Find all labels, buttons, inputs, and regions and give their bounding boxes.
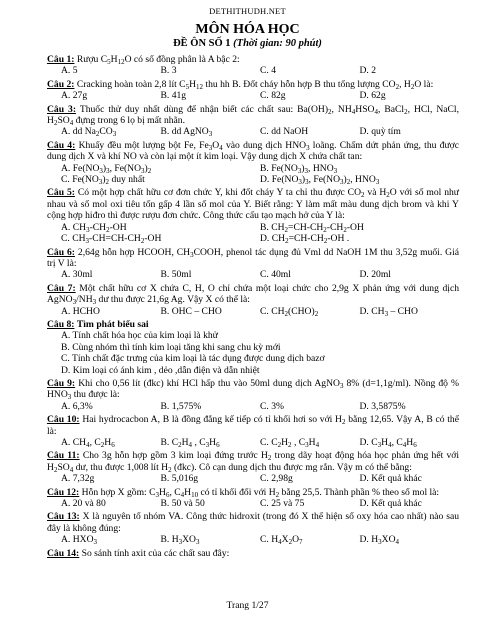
option-b: B. $Fe(NO_3)_3$, $HNO_3$ xyxy=(260,162,338,175)
option-c: C. $Fe(NO_3)_2$ duy nhất xyxy=(61,174,145,187)
question-number: Câu 5: xyxy=(47,187,75,199)
option-a: A. dd $Na_2CO_3$ xyxy=(61,126,117,139)
question-13 xyxy=(47,511,459,545)
option-c: C. 3% xyxy=(260,400,284,412)
question-text: Cracking hoàn toàn 2,8 lít $C_5H_{12}$ thu hh B. Đốt cháy hỗn hợp B thu tổng lượng $CO_2$, $H_2O$ là: xyxy=(76,78,434,91)
question-3 xyxy=(47,104,459,138)
option-c: C. dd NaOH xyxy=(260,126,309,138)
option-a: A. $CH_3-CH_2-OH$ xyxy=(61,221,127,234)
option-a: A. $CH_4$, $C_2H_6$ xyxy=(61,437,115,449)
site-name: DETHITHUDH.NET xyxy=(209,6,286,16)
question-number: Câu 13: xyxy=(47,511,80,523)
question-number: Câu 4: xyxy=(47,139,76,151)
option-d: D. $CH_2=CH-CH_2-OH$ . xyxy=(260,233,350,246)
question-number: Câu 3: xyxy=(47,103,77,115)
option-d: D. $CH_3$ – CHO xyxy=(359,305,418,318)
option-c: C. $H_4X_2O_7$ xyxy=(260,534,303,547)
question-number: Câu 14: xyxy=(47,547,80,559)
question-text: Hai hydrocacbon A, B là đồng đẳng kế tiếp có tỉ khối hơi so với $H_2$ bằng 12,65. Vậy A, B có thể là: xyxy=(47,414,459,437)
question-number: Câu 10: xyxy=(47,414,80,426)
option-a: A. HCHO xyxy=(61,305,100,317)
question-text: X là nguyên tố nhóm VA. Công thức hidroxit (trong đó X thể hiện số oxy hóa cao nhất) nào sau đây là không đúng: xyxy=(47,511,459,534)
option-b: B. 41g xyxy=(160,90,187,102)
option-a: A. 20 và 80 xyxy=(61,498,106,510)
option-b: B. Cùng nhóm thì tính kim loại tăng khi sang chu kỳ mới xyxy=(61,341,281,353)
question-text: Hỗn hợp X gồm: $C_3H_6$, $C_4H_{10}$ có tỉ khối đối với $H_2$ bằng 25,5. Thành phần % theo số mol là: xyxy=(81,486,440,499)
option-d: D. 3,5875% xyxy=(359,400,406,412)
page-title: MÔN HÓA HỌC xyxy=(195,22,300,37)
option-d: D. 62g xyxy=(359,90,386,102)
question-9 xyxy=(47,378,459,412)
question-number: Câu 8: xyxy=(47,318,75,330)
option-c: C. 40ml xyxy=(260,269,291,281)
question-7 xyxy=(47,283,459,317)
question-number: Câu 9: xyxy=(47,377,76,389)
question-number: Câu 6: xyxy=(47,246,75,258)
question-5 xyxy=(47,187,459,244)
option-d: D. Kết quả khác xyxy=(359,473,422,485)
question-12 xyxy=(47,487,459,510)
option-c: C. 4 xyxy=(260,65,276,77)
exam-subtitle xyxy=(0,38,495,50)
question-number: Câu 12: xyxy=(47,486,80,498)
option-d: D. $C_3H_4$, $C_4H_6$ xyxy=(359,437,417,449)
question-text: Cho 3g hỗn hợp gồm 3 kim loại đứng trước $H_2$ trong dãy hoạt động hóa học phản ứng hết với $H_2SO_4$ dư, thu được 1,008 lít $H_2$ (đkc). Cô cạn dung dịch thu được mg rắn. Vậy m có thể bằng: xyxy=(47,450,460,474)
question-number: Câu 2: xyxy=(47,78,75,90)
question-1 xyxy=(47,54,459,77)
option-b: B. $C_2H_4$ , $C_3H_6$ xyxy=(160,437,220,449)
option-b: B. 3 xyxy=(160,65,177,77)
question-text: 2,64g hỗn hợp HCOOH, $CH_3COOH$, phenol tác dụng đủ Vml dd NaOH 1M thu 3,52g muối. Giá trị V là: xyxy=(47,246,460,269)
option-d: D. Kết quả khác xyxy=(359,498,422,510)
question-number: Câu 7: xyxy=(47,282,76,294)
question-text: Thuốc thử duy nhất dùng để nhận biết các chất sau: $Ba(OH)_2$, $NH_4HSO_4$, BaCl$_2$, HCl, NaCl, $H_2SO_4$ đựng trong 6 lọ bị mất nhãn. xyxy=(47,103,459,128)
question-10 xyxy=(47,414,459,448)
option-a: A. 30ml xyxy=(61,269,93,281)
option-d: D. 20ml xyxy=(359,269,391,281)
question-text: Có một hợp chất hữu cơ đơn chức Y, khi đốt cháy Y ta chỉ thu được $CO_2$ và $H_2O$ với số mol như nhau và số mol oxi tiêu tốn gấp 4 lần số mol của Y. Biết rằng: Y làm mất màu dung dịch brom và khi Y cộng hợp hiđro thì được rượu đơn chức. Công thức cấu tạo mạch hở của Y là: xyxy=(47,187,460,222)
question-text: Rượu $C_5H_{12}O$ có số đồng phân là A bậc 2: xyxy=(76,54,240,66)
option-a: A. $HXO_3$ xyxy=(61,534,98,547)
question-text: Khi cho 0,56 lít (đkc) khí HCl hấp thu vào 50ml dung dịch AgNO$_3$ 8% (d=1,1g/ml). Nồng độ % $HNO_3$ thu được là: xyxy=(47,377,460,402)
option-b: B. 1,575% xyxy=(160,400,202,412)
question-number: Câu 11: xyxy=(47,450,80,462)
option-d: D. $Fe(NO_3)_3$, $Fe(NO_3)_2$, $HNO_3$ xyxy=(260,174,380,187)
option-d: D. Kim loại có ánh kim , dẻo ,dẫn điện và dẫn nhiệt xyxy=(61,364,260,376)
option-c: C. $C_2H_2$ , $C_3H_4$ xyxy=(260,437,320,449)
question-text: Tìm phát biểu sai xyxy=(76,318,149,330)
option-b: B. $CH_2=CH-CH_2-CH_2-OH$ xyxy=(260,221,364,234)
option-d: D. 2 xyxy=(359,65,377,77)
question-number: Câu 1: xyxy=(47,54,75,65)
option-c: C. $CH_3-CH=CH-CH_2-OH$ xyxy=(61,233,162,246)
question-14 xyxy=(47,548,459,559)
question-text: Một chất hữu cơ X chứa C, H, O chỉ chứa một loại chức cho 2,9g X phản ứng với dung dịch $AgNO_3/NH_3$ dư thu được 21,6g Ag. Vậy X có thể là: xyxy=(47,282,459,307)
exam-number: ĐỀ ÔN SỐ 1 xyxy=(173,38,231,49)
option-b: B. 50ml xyxy=(160,269,192,281)
option-a: A. 27g xyxy=(61,90,88,102)
option-c: C. 25 và 75 xyxy=(260,498,305,510)
option-d: D. $H_3XO_4$ xyxy=(359,534,400,547)
option-b: B. OHC – CHO xyxy=(160,305,222,317)
option-c: C. 2,98g xyxy=(260,473,293,485)
option-b: B. 50 và 50 xyxy=(160,498,205,510)
option-a: A. $Fe(NO_3)_3$, $Fe(NO_3)_2$ xyxy=(61,162,152,175)
question-8 xyxy=(47,319,459,376)
option-b: B. dd AgNO$_3$ xyxy=(160,126,213,139)
option-d: D. quỳ tím xyxy=(359,126,401,138)
question-11 xyxy=(47,450,459,484)
option-c: C. Tính chất đặc trưng của kim loại là tác dụng được dung dịch bazơ xyxy=(61,353,325,365)
question-4 xyxy=(47,140,459,186)
option-a: A. Tính chất hóa học của kim loại là khử xyxy=(61,330,218,342)
option-a: A. 7,32g xyxy=(61,473,95,485)
option-a: A. 6,3% xyxy=(61,400,93,412)
question-2 xyxy=(47,79,459,102)
page-number: Trang 1/27 xyxy=(226,600,269,611)
option-a: A. 5 xyxy=(61,65,78,77)
option-b: B. $H_3XO_3$ xyxy=(160,534,200,547)
question-text: Khuấy đều một lượng bột Fe, $Fe_3O_4$ vào dung dịch $HNO_3$ loãng. Chấm dứt phản ứng, thu được dung dịch X và khí NO và còn lại một ít kim loại. Vậy dung dịch X chứa chất tan: xyxy=(47,139,460,163)
question-list xyxy=(47,54,459,561)
option-c: C. 82g xyxy=(260,90,286,102)
exam-duration: (Thời gian: 90 phút) xyxy=(233,38,322,49)
question-text: So sánh tính axit của các chất sau đây: xyxy=(81,547,230,559)
option-c: C. $CH_2(CHO)_2$ xyxy=(260,305,319,318)
option-b: B. 5,016g xyxy=(160,473,199,485)
question-6 xyxy=(47,247,459,281)
